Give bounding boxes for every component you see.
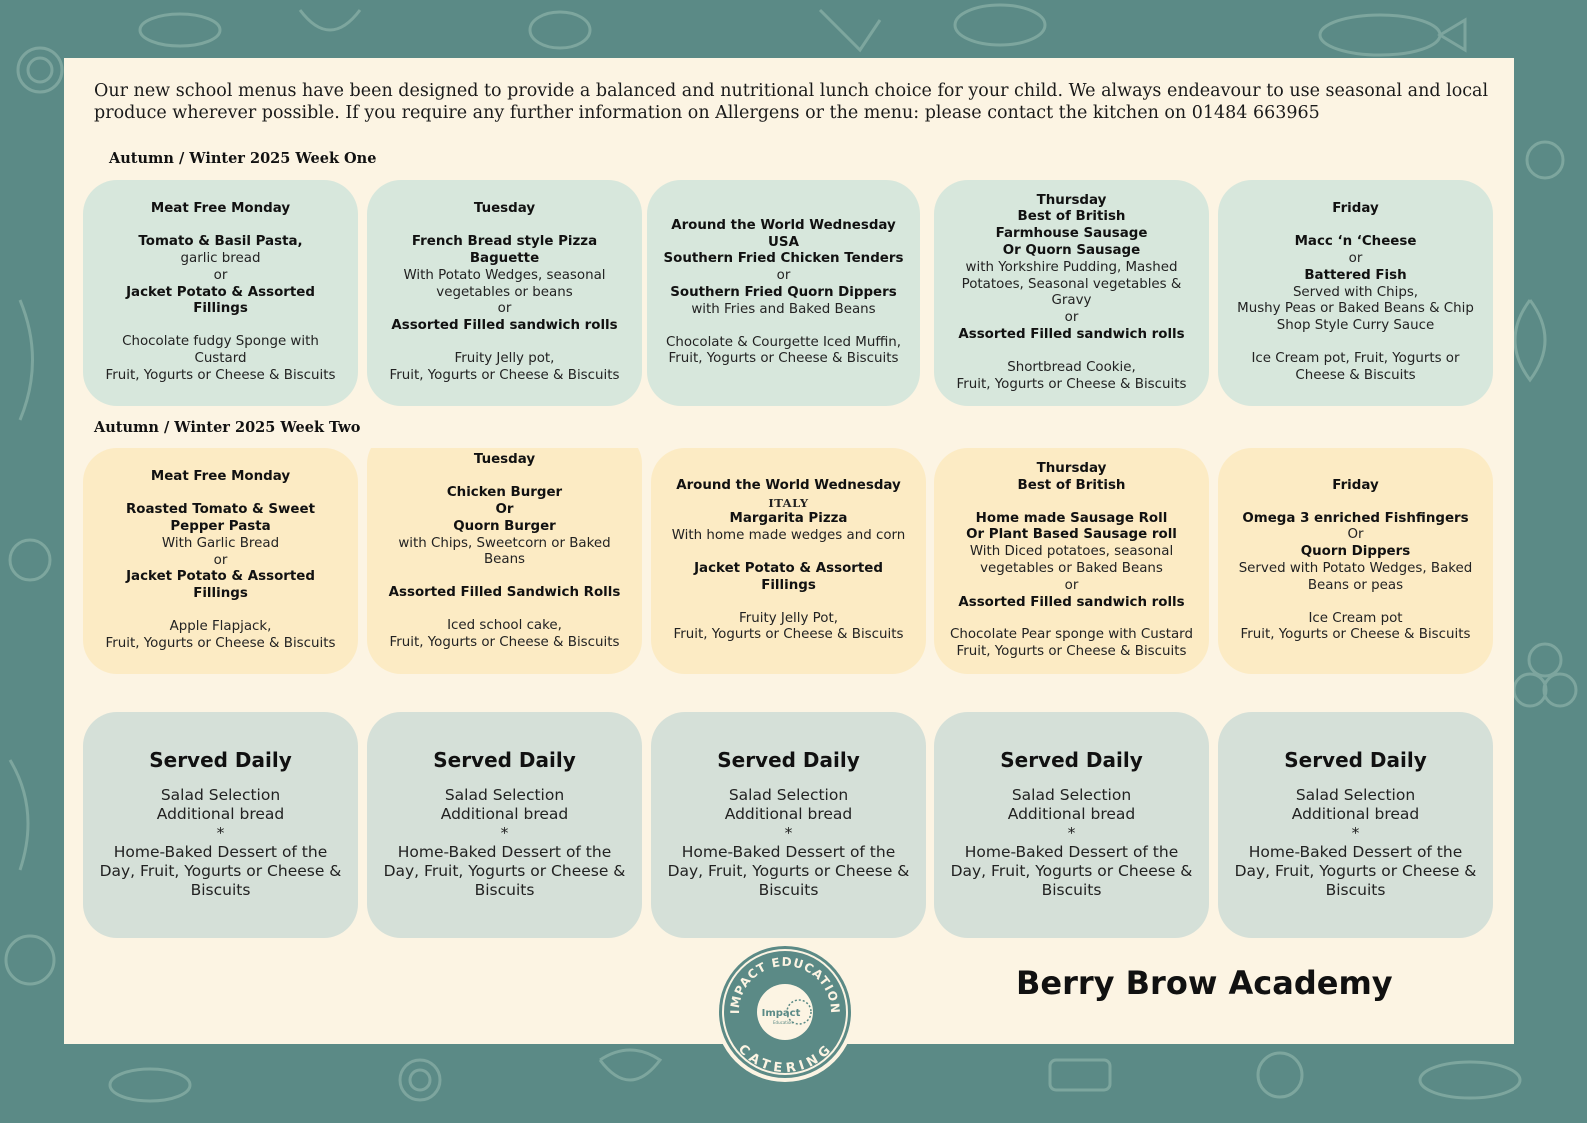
served-daily-line: *: [1067, 823, 1076, 842]
served-daily-title: Served Daily: [1000, 747, 1143, 772]
logo-center-subtext: Education: [773, 1020, 793, 1025]
menu-line: Jacket Potato & Assorted Fillings: [126, 284, 315, 317]
served-daily-line: Home-Baked Dessert of the Day, Fruit, Yogurts or Cheese & Biscuits: [667, 842, 910, 899]
menu-line: garlic bread: [180, 251, 261, 266]
menu-line: Or: [495, 502, 514, 517]
menu-line: Fruit, Yogurts or Cheese & Biscuits: [673, 627, 904, 643]
menu-line: Assorted Filled Sandwich Rolls: [388, 585, 621, 601]
menu-line: or: [1064, 577, 1079, 593]
menu-line: Fruit, Yogurts or Cheese & Biscuits: [105, 367, 336, 383]
menu-line: or: [213, 552, 228, 568]
intro-text: Our new school menus have been designed to provide a balanced and nutritional lunch choice for your child. We always endeavour to use seasonal and local produce wherever possible. If you require any further information on Allergens or the menu: please contact the kitchen on 01484 663965: [94, 81, 1489, 123]
menu-line: Ice Cream pot, Fruit, Yogurts or Cheese & Biscuits: [1251, 350, 1460, 383]
menu-line: Home made Sausage Roll: [975, 510, 1168, 526]
week-one-thursday-card: [934, 180, 1209, 406]
served-daily-line: Salad Selection: [1295, 785, 1416, 804]
menu-line: Mushy Peas or Baked Beans & Chip Shop Style Curry Sauce: [1237, 301, 1474, 334]
svg-text:CATERING: [735, 1042, 835, 1076]
menu-line: or: [213, 267, 228, 283]
day-title: Friday: [1332, 201, 1379, 217]
school-name: Berry Brow Academy: [1016, 964, 1393, 1002]
week-two-monday-card: [83, 448, 358, 674]
menu-line: With home made wedges and corn: [671, 528, 906, 544]
menu-line: Or Quorn Sausage: [1002, 243, 1141, 258]
menu-line: Fruit, Yogurts or Cheese & Biscuits: [956, 644, 1187, 660]
served-daily-line: *: [216, 823, 225, 842]
served-daily-line: *: [500, 823, 509, 842]
menu-line: Chocolate fudgy Sponge with Custard: [122, 334, 319, 366]
menu-line: French Bread style Pizza Baguette: [411, 234, 598, 266]
menu-line: Apple Flapjack,: [169, 618, 272, 634]
served-daily-title: Served Daily: [433, 747, 576, 772]
week-one-monday-card: [83, 180, 358, 406]
menu-line: Assorted Filled sandwich rolls: [958, 326, 1185, 342]
menu-line: USA: [768, 234, 799, 250]
menu-line: With Garlic Bread: [161, 535, 280, 551]
served-daily-card: [651, 712, 926, 938]
menu-line: Omega 3 enriched Fishfingers: [1242, 510, 1469, 526]
week-one-friday-card: [1218, 180, 1493, 406]
menu-line: or: [497, 301, 512, 317]
menu-line: Fruit, Yogurts or Cheese & Biscuits: [389, 367, 620, 383]
menu-line: With Potato Wedges, seasonal vegetables or beans: [403, 267, 606, 300]
menu-line: Best of British: [1017, 477, 1126, 493]
menu-line: Assorted Filled sandwich rolls: [391, 318, 618, 334]
menu-line: Chocolate & Courgette Iced Muffin,: [665, 334, 902, 350]
day-title: Thursday: [1036, 461, 1107, 477]
day-title: Around the World Wednesday: [676, 477, 901, 493]
served-daily-card: [367, 712, 642, 938]
menu-line: Fruit, Yogurts or Cheese & Biscuits: [1240, 627, 1471, 643]
menu-line: Quorn Dippers: [1300, 544, 1411, 560]
served-daily-title: Served Daily: [717, 747, 860, 772]
menu-line: Jacket Potato & Assorted Fillings: [126, 569, 315, 602]
week-two-wednesday-card: [651, 448, 926, 674]
menu-line: Ice Cream pot: [1308, 610, 1403, 626]
menu-line: Battered Fish: [1304, 267, 1407, 283]
menu-line: Fruity Jelly pot,: [454, 350, 555, 366]
menu-line: with Chips, Sweetcorn or Baked Beans: [398, 535, 611, 568]
menu-line: with Yorkshire Pudding, Mashed Potatoes, Seasonal vegetables & Gravy: [961, 259, 1182, 309]
menu-line: Jacket Potato & Assorted Fillings: [694, 561, 883, 593]
menu-line: Tomato & Basil Pasta,: [138, 234, 303, 250]
menu-line: Southern Fried Chicken Tenders: [663, 251, 904, 267]
logo-center-text: Impact: [761, 1008, 801, 1019]
day-title: Friday: [1332, 477, 1379, 493]
menu-line: Macc ‘n ‘Cheese: [1294, 234, 1417, 250]
menu-line: with Fries and Baked Beans: [691, 301, 876, 317]
week-one-heading: Autumn / Winter 2025 Week One: [109, 150, 377, 167]
menu-line: ITALY: [768, 495, 809, 510]
day-title: Meat Free Monday: [150, 469, 291, 485]
served-daily-line: Additional bread: [156, 804, 285, 823]
served-daily-line: *: [1351, 823, 1360, 842]
served-daily-line: Additional bread: [440, 804, 569, 823]
menu-line: Fruit, Yogurts or Cheese & Biscuits: [105, 635, 336, 651]
week-two-heading: Autumn / Winter 2025 Week Two: [94, 419, 361, 436]
menu-line: Fruit, Yogurts or Cheese & Biscuits: [668, 351, 899, 367]
day-title: Around the World Wednesday: [671, 217, 896, 233]
menu-line: Margarita Pizza: [729, 511, 848, 527]
menu-line: Served with Potato Wedges, Baked Beans or peas: [1238, 561, 1473, 593]
menu-line: Shortbread Cookie,: [1007, 359, 1136, 375]
menu-line: Southern Fried Quorn Dippers: [670, 285, 897, 300]
logo-bottom-text: CATERING: [734, 1041, 836, 1077]
served-daily-card: [1218, 712, 1493, 938]
served-daily-line: Home-Baked Dessert of the Day, Fruit, Yogurts or Cheese & Biscuits: [99, 842, 342, 899]
served-daily-line: Home-Baked Dessert of the Day, Fruit, Yogurts or Cheese & Biscuits: [1234, 842, 1477, 899]
served-daily-line: Salad Selection: [1011, 785, 1132, 804]
menu-line: Farmhouse Sausage: [995, 226, 1148, 242]
impact-education-catering-logo: [719, 946, 851, 1078]
served-daily-line: Additional bread: [724, 804, 853, 823]
day-title: Tuesday: [473, 452, 536, 468]
day-title: Tuesday: [473, 201, 536, 217]
menu-line: Served with Chips,: [1292, 284, 1419, 300]
served-daily-title: Served Daily: [149, 747, 292, 772]
logo-top-text: IMPACT EDUCATION: [727, 954, 843, 1015]
week-two-friday-card: [1218, 448, 1493, 674]
menu-line: or: [1348, 251, 1363, 266]
menu-line: Or Plant Based Sausage roll: [966, 527, 1177, 543]
menu-line: Quorn Burger: [453, 518, 556, 534]
menu-line: Fruit, Yogurts or Cheese & Biscuits: [956, 376, 1187, 392]
menu-line: Or: [1347, 527, 1364, 543]
day-title: Thursday: [1036, 192, 1107, 208]
menu-line: Fruity Jelly Pot,: [739, 610, 838, 626]
served-daily-line: Home-Baked Dessert of the Day, Fruit, Yogurts or Cheese & Biscuits: [383, 842, 626, 899]
served-daily-line: *: [784, 823, 793, 842]
day-title: Meat Free Monday: [150, 201, 291, 217]
menu-line: Assorted Filled sandwich rolls: [958, 594, 1185, 610]
menu-line: or: [1064, 310, 1079, 326]
week-one-tuesday-card: [367, 180, 642, 406]
menu-line: Fruit, Yogurts or Cheese & Biscuits: [389, 634, 620, 650]
menu-line: With Diced potatoes, seasonal vegetables or Baked Beans: [969, 544, 1174, 576]
week-two-tuesday-card: [367, 430, 642, 674]
served-daily-card: [934, 712, 1209, 938]
menu-line: or: [776, 268, 791, 284]
served-daily-title: Served Daily: [1284, 747, 1427, 772]
served-daily-card: [83, 712, 358, 938]
menu-line: Roasted Tomato & Sweet Pepper Pasta: [126, 502, 315, 534]
week-one-wednesday-card: [647, 180, 920, 406]
served-daily-line: Salad Selection: [160, 785, 281, 804]
menu-line: Chicken Burger: [446, 485, 563, 501]
menu-line: Chocolate Pear sponge with Custard: [950, 627, 1193, 643]
served-daily-line: Additional bread: [1007, 804, 1136, 823]
menu-line: Best of British: [1017, 209, 1126, 225]
served-daily-line: Home-Baked Dessert of the Day, Fruit, Yogurts or Cheese & Biscuits: [950, 842, 1193, 899]
menu-line: Iced school cake,: [447, 617, 562, 633]
week-two-thursday-card: [934, 448, 1209, 674]
served-daily-line: Additional bread: [1291, 804, 1420, 823]
served-daily-line: Salad Selection: [728, 785, 849, 804]
served-daily-line: Salad Selection: [444, 785, 565, 804]
